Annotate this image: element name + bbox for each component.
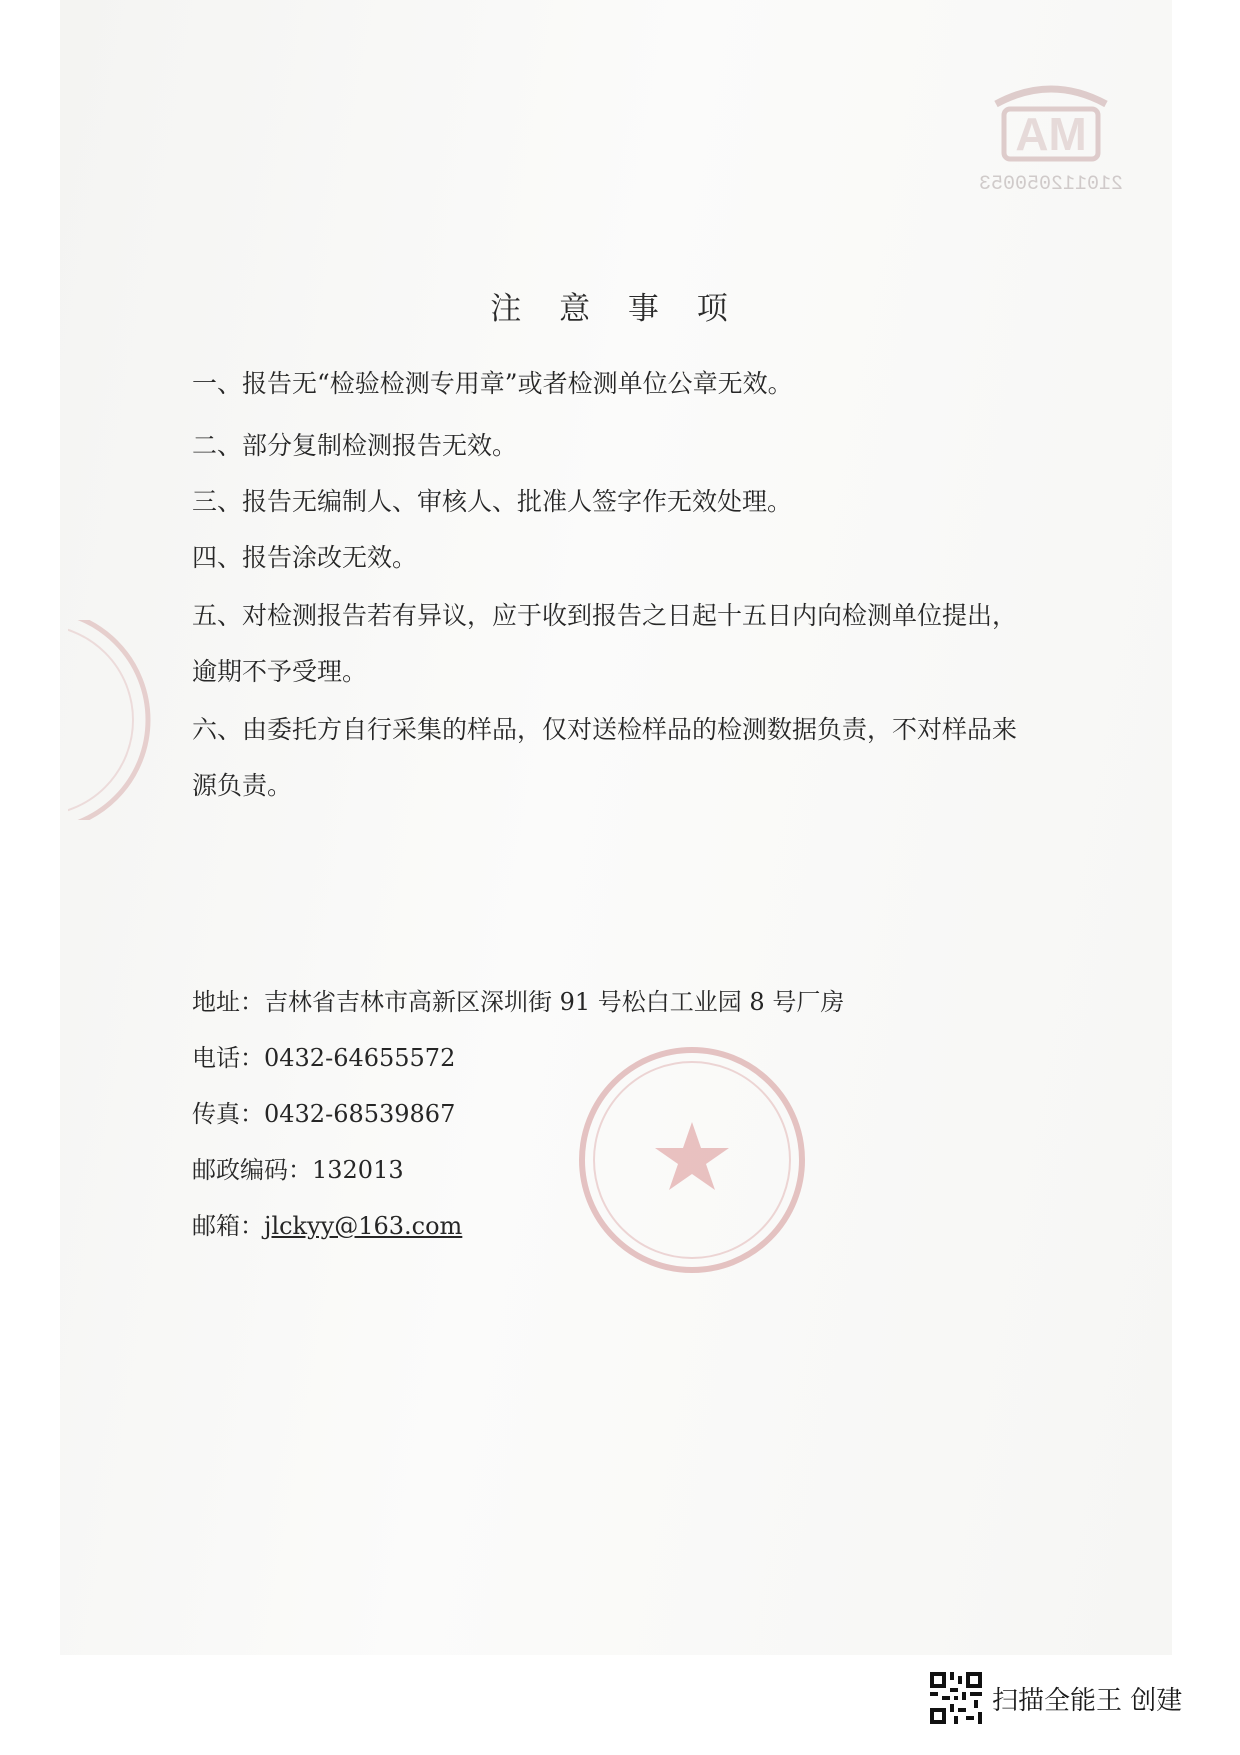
notice-item-6: 六、由委托方自行采集的样品，仅对送检样品的检测数据负责，不对样品来: [192, 715, 1018, 744]
cma-stamp-text: MA: [1015, 108, 1087, 160]
phone-label: 电话：: [192, 1044, 264, 1072]
postal-line: [192, 1150, 404, 1185]
notice-title: 注 意 事 项: [490, 291, 742, 327]
cma-stamp: [976, 64, 1126, 204]
address-line: [192, 982, 844, 1017]
phone-line: [192, 1038, 455, 1073]
email-line: [192, 1206, 462, 1241]
notice-item-3: 三、报告无编制人、审核人、批准人签字作无效处理。: [192, 487, 793, 516]
phone-value: 0432-64655572: [264, 1044, 456, 1072]
address-label: 地址：: [192, 988, 264, 1016]
postal-value: 132013: [312, 1156, 404, 1184]
notice-item-5-continued: 逾期不予受理。: [192, 657, 368, 686]
fax-value: 0432-68539867: [264, 1100, 456, 1128]
notice-item-2: 二、部分复制检测报告无效。: [192, 431, 518, 460]
seal-star-icon: [655, 1122, 729, 1190]
seal-partial-left: [68, 620, 168, 820]
qr-code-icon: [930, 1672, 982, 1724]
email-label: 邮箱：: [192, 1212, 264, 1240]
fax-line: [192, 1094, 455, 1129]
cma-stamp-number: 210112050053: [978, 173, 1124, 196]
notice-item-5: 五、对检测报告若有异议，应于收到报告之日起十五日内向检测单位提出，: [192, 601, 1018, 630]
scanner-watermark-label: 扫描全能王 创建: [992, 1685, 1183, 1716]
address-value: 吉林省吉林市高新区深圳街 91 号松白工业园 8 号厂房: [264, 988, 845, 1016]
notice-item-4: 四、报告涂改无效。: [192, 543, 418, 572]
document-page: [60, 0, 1172, 1655]
official-seal: [572, 1040, 812, 1280]
notice-item-1: 一、报告无“检验检测专用章”或者检测单位公章无效。: [192, 369, 793, 398]
scanner-watermark: [930, 1668, 1182, 1728]
fax-label: 传真：: [192, 1100, 264, 1128]
postal-label: 邮政编码：: [192, 1156, 312, 1184]
notice-item-6-continued: 源负责。: [192, 771, 293, 800]
email-value[interactable]: jlckyy@163.com: [264, 1212, 463, 1240]
